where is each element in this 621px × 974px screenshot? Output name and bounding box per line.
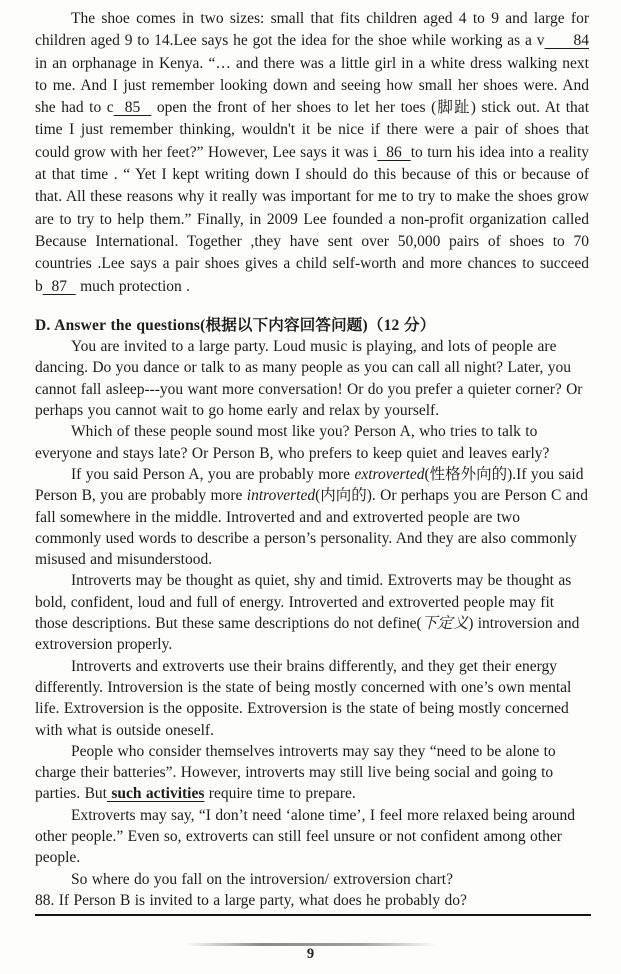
footer-rule — [35, 914, 591, 916]
extroverted-introverted-paragraph-italic: introverted — [246, 487, 316, 505]
brains-paragraph-text: Introverts and extroverts use their brains differently, and they get their energy differently. Introversion is the state of being mostly concerned with one’s own mental life. Extroversion is the opposite. Extroversion is the state of being mostly concerned with what is outside oneself. — [35, 657, 572, 739]
page-content — [35, 8, 589, 911]
stereotypes-paragraph — [35, 570, 589, 655]
party-intro-paragraph-text: You are invited to a large party. Loud music is playing, and lots of people are dancing. Do you dance or talk to as many people as you can call all night? Later, you cannot fall asleep---you want more conversation! Or do you prefer a quieter corner? Or perhaps you cannot wait to go home early and relax by yourself. — [35, 338, 583, 420]
introverts-recharge-paragraph-text: People who consider themselves introverts may say they “need to be alone to charge their batteries”. However, introverts may still live being social and going to parties. But — [35, 742, 556, 803]
introverts-recharge-paragraph-text: require time to prepare. — [204, 785, 356, 803]
cloze-passage-text: in an orphanage in Kenya. “… and there was a little girl in a white dress walking next to me. And I just remember looking down and seeing how small her shoes were. And she had to c — [35, 54, 589, 117]
introverts-recharge-paragraph-bold-underline: such activities — [106, 785, 205, 803]
brains-paragraph — [35, 656, 589, 741]
cloze-passage-text: The shoe comes in two sizes: small that fits children aged 4 to 9 and large for children aged 9 to 14.Lee says he got the idea for the shoe while working as a v — [35, 10, 589, 50]
extroverted-introverted-paragraph-text: (性格外向的).If you said Person B, you are probably more — [35, 465, 584, 505]
stereotypes-paragraph-text: Introverts may be thought as quiet, shy and timid. Extroverts may be thought as bold, confident, loud and full of energy. Introverted and extroverted people may fit those descriptions. But these same descriptions do not define( — [35, 572, 572, 633]
stereotypes-paragraph-text: ) introversion and extroversion properly. — [35, 615, 580, 654]
extroverted-introverted-paragraph — [35, 464, 589, 570]
which-person-paragraph-text: Which of these people sound most like you? Person A, who tries to talk to everyone and stays late? Or Person B, who prefers to keep quiet and leaves early? — [35, 423, 550, 462]
extroverts-say-paragraph-text: Extroverts may say, “I don’t need ‘alone time’, I feel more relaxed being around other people.” Even so, extroverts can still feel unsure or not confident among other people. — [35, 806, 576, 867]
extroverts-say-paragraph — [35, 805, 589, 869]
question-88-text: 88. If Person B is invited to a large party, what does he probably do? — [35, 891, 467, 909]
extroverted-introverted-paragraph-text: (内向的). Or perhaps you are Person C and fall somewhere in the middle. Introverted and and extroverted people are two commonly used words to describe a person’s personality. And they are also commonly misused and misunderstood. — [35, 487, 589, 569]
cloze-passage-text: much protection . — [75, 277, 191, 295]
question-88 — [35, 890, 589, 911]
which-person-paragraph — [35, 421, 589, 464]
stereotypes-paragraph-italic: 下定义 — [421, 615, 469, 633]
cloze-passage-blank: 86 — [377, 143, 411, 161]
chart-question-line — [35, 869, 589, 890]
party-intro-paragraph — [35, 336, 589, 421]
page-number: 9 — [306, 946, 315, 962]
chart-question-line-text: So where do you fall on the introversion/ extroversion chart? — [71, 870, 453, 888]
section-d-heading-text: D. Answer the questions(根据以下内容回答问题)（12 分） — [35, 316, 436, 334]
introverts-recharge-paragraph — [35, 741, 589, 805]
cloze-passage — [35, 8, 589, 298]
cloze-passage-blank: 84 — [544, 32, 589, 50]
cloze-passage-text: open the front of her shoes to let her toes (脚趾) stick out. At that time I just remember thinking, wouldn't it be nice if there were a pair of shoes that could grow with her feet?” However, Lee says it was i — [35, 99, 589, 161]
extroverted-introverted-paragraph-italic: extroverted — [354, 465, 425, 483]
cloze-passage-text: to turn his idea into a reality at that time . “ Yet I kept writing down I should do this because of this or because of that. All these reasons why it really was important for me to try to make the shoes grow are to try to help them.” Finally, in 2009 Lee founded a non-profit organization called Because International. Together ,they have sent over 50,000 pairs of shoes to 70 countries .Lee says a pair shoes gives a child self-worth and more chances to succeed b — [35, 143, 590, 295]
section-d-heading — [35, 315, 589, 336]
cloze-passage-blank: 85 — [113, 99, 152, 117]
extroverted-introverted-paragraph-text: If you said Person A, you are probably more — [71, 465, 355, 483]
cloze-passage-blank: 87 — [42, 277, 76, 295]
